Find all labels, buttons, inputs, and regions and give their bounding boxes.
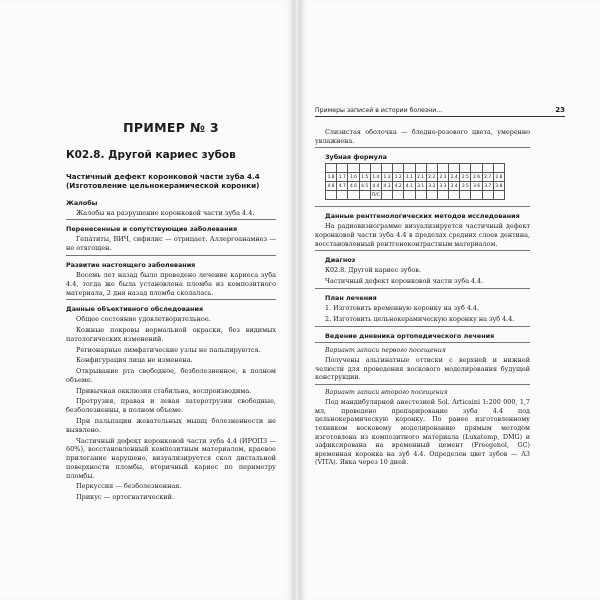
table-cell: 2.5 — [460, 173, 471, 182]
table-cell: 1.7 — [337, 173, 348, 182]
table-row — [326, 173, 505, 182]
paragraph: Прикус — ортогнатический. — [76, 493, 175, 502]
table-cell — [415, 164, 426, 173]
table-cell — [359, 164, 370, 173]
table-cell — [393, 191, 404, 200]
section-heading-history: Развитие настоящего заболевания — [66, 261, 196, 270]
paragraph: Жалобы на разрушение коронковой части зуба 4.4. — [76, 208, 255, 217]
divider — [315, 384, 530, 385]
table-cell: 2.7 — [482, 173, 493, 182]
table-cell: 3.3 — [437, 182, 448, 191]
dental-formula-table — [325, 163, 505, 200]
table-cell — [460, 191, 471, 200]
visit-heading: Вариант записи первого посещения — [325, 347, 446, 355]
table-cell: 1.3 — [381, 173, 392, 182]
right-column — [315, 128, 530, 469]
table-cell: 4.6 — [348, 182, 359, 191]
paragraph: Общее состояние удовлетворительное. — [76, 315, 211, 324]
table-cell: 2.1 — [415, 173, 426, 182]
clinical-diagnosis: Частичный дефект коронковой части зуба 4.4 (Изготовление цельнокерамической коронки) — [66, 172, 260, 191]
example-title: ПРИМЕР № 3 — [123, 120, 219, 135]
section-heading-examination: Данные объективного обследования — [66, 305, 204, 314]
paragraph: Кожные покровы нормальной окраски, без видимых патологических изменений. — [66, 326, 276, 343]
running-head — [315, 107, 565, 117]
table-cell — [359, 191, 370, 200]
paragraph: При пальпации жевательных мышц болезненности не выявлено. — [66, 416, 276, 434]
table-cell — [415, 191, 426, 200]
divider — [315, 250, 530, 251]
diagnosis-line: К02.8. Другой кариес зубов. — [325, 266, 421, 275]
visit-heading: Вариант записи второго посещения — [325, 389, 448, 396]
left-page — [0, 0, 294, 600]
table-cell: 4.3 — [381, 182, 392, 191]
table-cell — [326, 164, 337, 173]
table-cell: 1.4 — [370, 173, 381, 182]
table-cell: 1.6 — [348, 173, 359, 182]
table-cell: 2.3 — [437, 173, 448, 182]
section-heading-complaints: Жалобы — [66, 198, 98, 207]
table-cell — [426, 164, 437, 173]
left-column — [66, 120, 276, 504]
table-cell: 2.2 — [426, 173, 437, 182]
paragraph: На радиовизиограмме визуализируется частичный дефект коронковой части зуба 4.4 в пределах средних слоев дентина, восстановленный рентгеноконтрастным материалом. — [315, 222, 530, 248]
table-cell — [337, 191, 348, 200]
plan-item: 1. Изготовить временную коронку на зуб 4.4. — [325, 304, 480, 313]
table-cell — [348, 191, 359, 200]
diagnosis-line: Частичный дефект коронковой части зуба 4.4. — [325, 277, 484, 286]
paragraph: Регионарные лимфатические узлы не пальпируются. — [76, 345, 261, 354]
running-head-text: Примеры записей в истории болезни... — [315, 107, 443, 114]
table-cell — [449, 191, 460, 200]
table-cell: 2.8 — [493, 173, 504, 182]
table-cell — [370, 164, 381, 173]
paragraph: Привычная окклюзия стабильна, воспроизводима. — [76, 386, 252, 395]
table-cell — [381, 164, 392, 173]
paragraph: Открывание рта свободное, безболезненное, в полном объеме. — [66, 367, 276, 384]
table-cell — [482, 164, 493, 173]
table-cell: 4.5 — [359, 182, 370, 191]
table-cell — [437, 164, 448, 173]
table-cell: 4.4 — [370, 182, 381, 191]
table-row — [326, 164, 505, 173]
table-cell — [348, 164, 359, 173]
table-cell: 4.1 — [404, 182, 415, 191]
section-heading-comorbidities: Перенесенные и сопутствующие заболевания — [66, 225, 238, 234]
section-heading-formula: Зубная формула — [325, 153, 387, 162]
table-cell: 1.2 — [393, 173, 404, 182]
table-cell — [326, 191, 337, 200]
paragraph: Слизистая оболочка — бледно-розового цвета, умеренно увлажнена. — [315, 128, 530, 145]
table-cell: 4.8 — [326, 182, 337, 191]
table-cell: 3.6 — [471, 182, 482, 191]
paragraph: Частичный дефект коронковой части зуба 4.4 (ИРОПЗ — 60%), восстановленный композитным материалом, краевое прилегание нарушено, визуализируется скол дистальной поверхности пломбы, вторичный кариес по периметру пломбы. — [66, 436, 276, 480]
table-row — [326, 182, 505, 191]
table-cell — [493, 164, 504, 173]
table-row — [326, 191, 505, 200]
table-cell — [404, 191, 415, 200]
section-heading-xray: Данные рентгенологических методов исследования — [325, 212, 520, 221]
table-cell — [437, 191, 448, 200]
table-cell: 2.4 — [449, 173, 460, 182]
table-cell: 1.1 — [404, 173, 415, 182]
divider — [315, 147, 530, 148]
page-number: 23 — [555, 106, 565, 114]
table-cell: 3.2 — [426, 182, 437, 191]
table-cell — [471, 164, 482, 173]
table-cell: 2.6 — [471, 173, 482, 182]
divider — [315, 288, 530, 289]
table-cell: 4.7 — [337, 182, 348, 191]
table-cell — [426, 191, 437, 200]
divider — [66, 255, 276, 256]
divider — [315, 206, 530, 207]
example-subtitle: К02.8. Другой кариес зубов — [66, 149, 236, 161]
table-cell — [460, 164, 471, 173]
table-cell: 1.5 — [359, 173, 370, 182]
section-heading-diary: Ведение дневника ортопедического лечения — [325, 332, 495, 341]
divider — [66, 299, 276, 300]
paragraph: Протрузия, правая и левая латеротрузии свободные, безболезненны, в полном объеме. — [66, 397, 276, 415]
table-cell: 3.7 — [482, 182, 493, 191]
table-cell: 3.1 — [415, 182, 426, 191]
table-cell — [404, 164, 415, 173]
divider — [315, 342, 530, 343]
section-heading-plan: План лечения — [325, 294, 377, 303]
table-cell — [449, 164, 460, 173]
section-heading-diagnosis: Диагноз — [325, 256, 356, 265]
table-cell: 3.4 — [449, 182, 460, 191]
table-cell: П/С — [371, 192, 380, 198]
table-cell — [471, 191, 482, 200]
paragraph: Перкуссия — безболезненная. — [76, 482, 182, 491]
paragraph: Под мандибулярной анестезией Sol. Articaini 1:200 000, 1,7 мл, проведено препарирование зуба 4.4 под цельнокерамическую коронку. По ранее изготовленному техником восковому моделированию прямым методом изготовлена из композитного материала (Luxatemp, DMG) и зафиксирована на временный цемент (Freegenol, GC) временная коронка на зуб 4.4. Определен цвет зубов — А3 (VITA). Явка через 10 дней. — [315, 398, 530, 467]
table-cell — [493, 191, 504, 200]
right-page — [300, 0, 600, 600]
table-cell — [381, 191, 392, 200]
plan-item: 2. Изготовить цельнокерамическую коронку на зуб 4.4. — [325, 315, 515, 324]
paragraph: Восемь лет назад было проведено лечение кариеса зуба 4.4, тогда же была установлена пломба из композитного материала, 2 дня назад пломба сколалась. — [66, 271, 276, 297]
paragraph: Получены альгинатные оттиски с верхней и нижней челюсти для проведения воскового моделирования будущей конструкции. — [315, 356, 530, 382]
table-cell — [482, 191, 493, 200]
table-cell — [393, 164, 404, 173]
divider — [315, 326, 530, 327]
table-cell: 3.5 — [460, 182, 471, 191]
paragraph: Конфигурация лица не изменена. — [76, 356, 193, 365]
table-cell: 4.2 — [393, 182, 404, 191]
table-cell: 1.8 — [326, 173, 337, 182]
divider — [66, 219, 276, 220]
table-cell: 3.8 — [493, 182, 504, 191]
table-cell — [337, 164, 348, 173]
paragraph: Гепатиты, ВИЧ, сифилис — отрицает. Аллергоанамнез — не отягощен. — [66, 235, 276, 253]
